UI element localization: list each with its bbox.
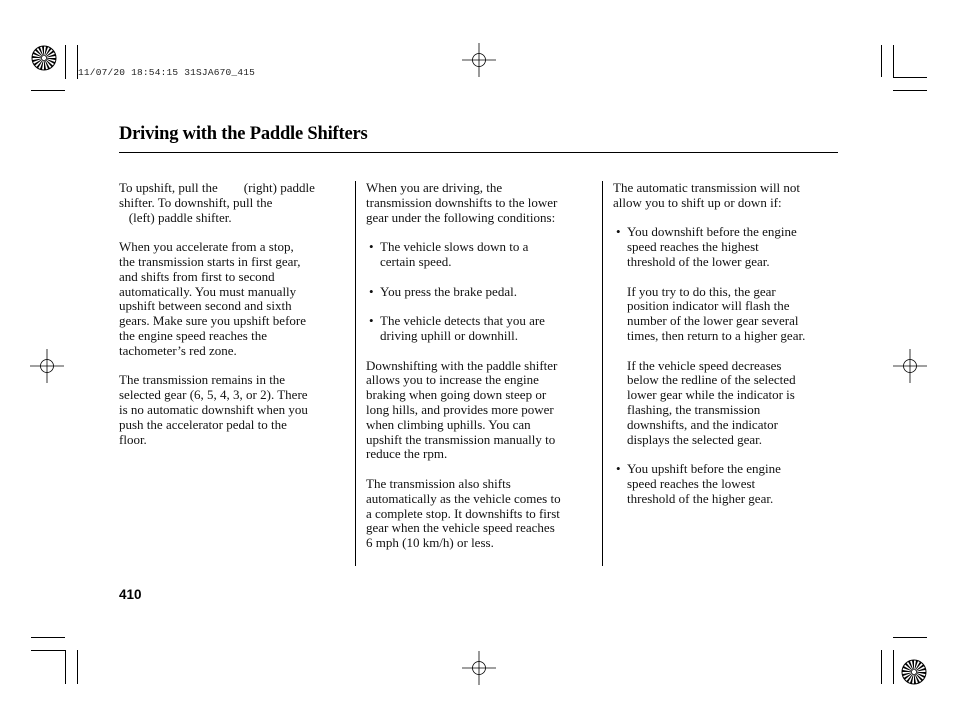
text-line: automatically. You must manually [119, 283, 297, 299]
bullet-dot: • [369, 239, 374, 255]
paragraph [119, 240, 349, 358]
starburst-registration-icon [31, 45, 57, 71]
text-line: gears. Make sure you upshift before [119, 313, 306, 329]
column-divider [355, 181, 356, 566]
text-line: speed reaches the lowest [627, 475, 756, 491]
crop-mark-line [881, 650, 882, 684]
bullet-text [380, 285, 598, 300]
bullet-text [380, 240, 598, 270]
text-line: If you try to do this, the gear [627, 283, 776, 299]
bullet-item [613, 225, 845, 269]
text-line: tachometer’s red zone. [119, 342, 237, 358]
crop-mark-line [893, 77, 927, 78]
crop-mark-line [31, 90, 65, 91]
title-rule [119, 152, 838, 153]
bullet-text [627, 225, 845, 269]
bullet-dot: • [369, 313, 374, 329]
text-line: driving uphill or downhill. [380, 327, 518, 343]
text-line: a complete stop. It downshifts to first [366, 505, 560, 521]
text-line: downshifts, and the indicator [627, 416, 778, 432]
text-line: upshift between second and sixth [119, 298, 292, 314]
text-line: push the accelerator pedal to the [119, 416, 287, 432]
indented-paragraph [613, 285, 845, 344]
text-line: allows you to increase the engine [366, 372, 539, 388]
text-line: Downshifting with the paddle shifter [366, 357, 558, 373]
paragraph [366, 477, 598, 551]
starburst-registration-icon [901, 659, 927, 685]
text-line: You upshift before the engine [627, 461, 781, 477]
text-line: You press the brake pedal. [380, 283, 517, 299]
paragraph [366, 181, 598, 225]
text-line: 6 mph (10 km/h) or less. [366, 535, 494, 551]
paragraph [613, 181, 845, 211]
text-line: certain speed. [380, 253, 452, 269]
text-line: The transmission remains in the [119, 372, 286, 388]
crop-mark-line [65, 650, 66, 684]
text-line: upshift the transmission manually to [366, 431, 556, 447]
bullet-dot: • [616, 224, 621, 240]
text-line: is no automatic downshift when you [119, 401, 308, 417]
text-line: speed reaches the highest [627, 239, 759, 255]
indented-paragraph [613, 359, 845, 448]
text-line: the engine speed reaches the [119, 327, 267, 343]
paragraph-line: To upshift, pull the (right) paddle [119, 180, 315, 195]
bullet-item [366, 240, 598, 270]
text-line: threshold of the higher gear. [627, 490, 774, 506]
registration-target-icon [462, 43, 496, 77]
text-line: floor. [119, 431, 147, 447]
registration-target-icon [462, 651, 496, 685]
paragraph [119, 373, 349, 447]
text-line: flashing, the transmission [627, 401, 761, 417]
crop-mark-line [31, 650, 65, 651]
crop-mark-line [881, 45, 882, 77]
paragraph-line: (left) paddle shifter. [119, 209, 232, 225]
bullet-item [366, 314, 598, 344]
text-line: the transmission starts in first gear, [119, 253, 301, 269]
crop-mark-line [893, 637, 927, 638]
crop-mark-line [65, 45, 66, 79]
bullet-dot: • [616, 461, 621, 477]
text-line: braking when going down steep or [366, 387, 547, 403]
crop-mark-line [77, 650, 78, 684]
paragraph [366, 359, 598, 463]
bullet-item [366, 285, 598, 300]
crop-mark-line [893, 650, 894, 684]
bullet-item [613, 462, 845, 506]
text-line: times, then return to a higher gear. [627, 327, 806, 343]
column-2 [366, 181, 598, 551]
text-line: threshold of the lower gear. [627, 253, 770, 269]
section-title: Driving with the Paddle Shifters [119, 124, 368, 144]
text-line: If the vehicle speed decreases [627, 357, 782, 373]
text-line: position indicator will flash the [627, 298, 790, 314]
text-line: The vehicle slows down to a [380, 239, 529, 255]
registration-target-icon [30, 349, 64, 383]
text-line: displays the selected gear. [627, 431, 763, 447]
text-line: When you accelerate from a stop, [119, 239, 294, 255]
page-number: 410 [119, 587, 142, 602]
text-line: when climbing uphills. You can [366, 416, 531, 432]
crop-mark-line [893, 90, 927, 91]
text-line: You downshift before the engine [627, 224, 797, 240]
column-1 [119, 181, 349, 447]
text-line: gear when the vehicle speed reaches [366, 520, 555, 536]
text-line: allow you to shift up or down if: [613, 194, 782, 210]
text-line: selected gear (6, 5, 4, 3, or 2). There [119, 387, 308, 403]
paragraph-line: shifter. To downshift, pull the [119, 194, 273, 210]
text-line: and shifts from first to second [119, 268, 275, 284]
crop-mark-line [31, 637, 65, 638]
registration-target-icon [893, 349, 927, 383]
text-line: gear under the following conditions: [366, 209, 556, 225]
text-line: reduce the rpm. [366, 446, 448, 462]
text-line: number of the lower gear several [627, 313, 799, 329]
bullet-dot: • [369, 283, 374, 299]
text-line: The automatic transmission will not [613, 180, 801, 195]
column-divider [602, 181, 603, 566]
text-line: The transmission also shifts [366, 475, 511, 491]
text-line: lower gear while the indicator is [627, 387, 795, 403]
text-line: long hills, and provides more power [366, 401, 554, 417]
bullet-text [380, 314, 598, 344]
text-line: automatically as the vehicle comes to [366, 490, 561, 506]
column-3 [613, 181, 845, 507]
text-line: transmission downshifts to the lower [366, 194, 558, 210]
text-line: below the redline of the selected [627, 372, 796, 388]
print-stamp: 11/07/20 18:54:15 31SJA670_415 [78, 67, 256, 78]
text-line: When you are driving, the [366, 180, 503, 195]
crop-mark-line [893, 45, 894, 77]
text-line: The vehicle detects that you are [380, 313, 545, 329]
bullet-text [627, 462, 845, 506]
